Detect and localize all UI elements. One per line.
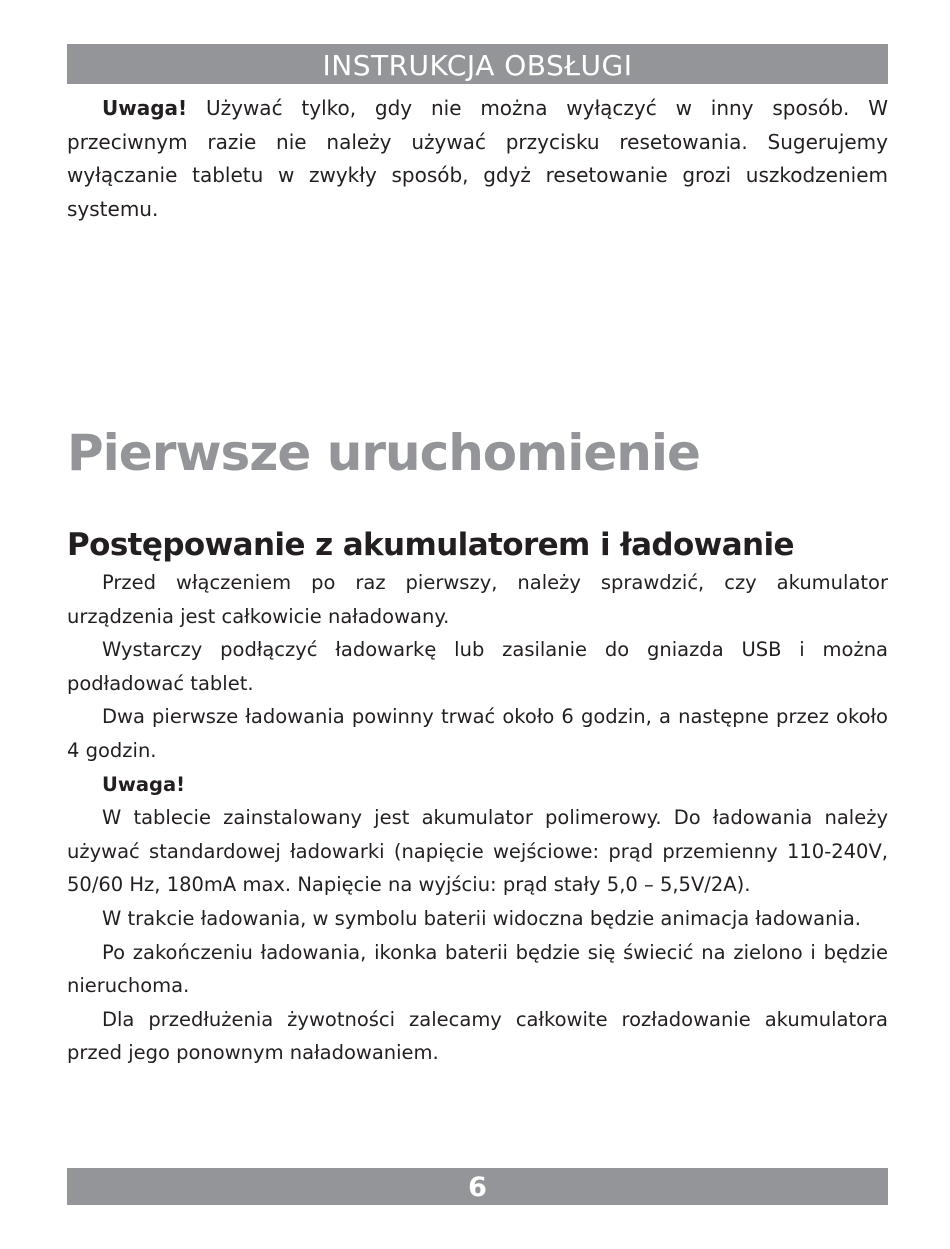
intro-warning-label: Uwaga!: [102, 96, 188, 120]
paragraph-charging-complete: Po zakończeniu ładowania, ikonka baterii będzie się świecić na zielono i będzie nieruchoma.: [67, 940, 888, 998]
section-body: [67, 566, 888, 1070]
paragraph-before-first-start: Przed włączeniem po raz pierwszy, należy sprawdzić, czy akumulator urządzenia jest całkowicie naładowany.: [67, 571, 888, 628]
section-subtitle: Postępowanie z akumulatorem i ładowanie: [67, 527, 794, 563]
paragraph-battery-life: Dla przedłużenia żywotności zalecamy całkowite rozładowanie akumulatora przed jego ponownym naładowaniem.: [67, 1007, 888, 1065]
paragraph-charging-time: Dwa pierwsze ładowania powinny trwać około 6 godzin, a następne przez około 4 godzin.: [67, 705, 888, 762]
paragraph-polymer-battery: W tablecie zainstalowany jest akumulator polimerowy. Do ładowania należy używać standardowej ładowarki (napięcie wejściowe: prąd przemienny 110-240V, 50/60 Hz, 180mA max. Napięcie na wyjściu: prąd stały 5,0 – 5,5V/2A).: [67, 806, 888, 897]
intro-warning-text: Używać tylko, gdy nie można wyłączyć w inny sposób. W przeciwnym razie nie należy używać przycisku resetowania. Sugerujemy wyłączanie tabletu w zwykły sposób, gdyż resetowanie grozi uszkodzeniem systemu.: [67, 96, 888, 221]
warning-label: Uwaga!: [102, 772, 186, 796]
footer-bar: [67, 1168, 888, 1205]
section-title: Pierwsze uruchomienie: [67, 424, 700, 482]
intro-paragraph: [67, 92, 888, 226]
header-title: INSTRUKCJA OBSŁUGI: [322, 49, 633, 82]
paragraph-charging-animation: W trakcie ładowania, w symbolu baterii widoczna będzie animacja ładowania.: [102, 906, 862, 930]
header-bar: [67, 44, 888, 84]
paragraph-connect-charger: Wystarczy podłączyć ładowarkę lub zasilanie do gniazda USB i można podładować tablet.: [67, 638, 888, 695]
page-number: 6: [468, 1172, 487, 1203]
